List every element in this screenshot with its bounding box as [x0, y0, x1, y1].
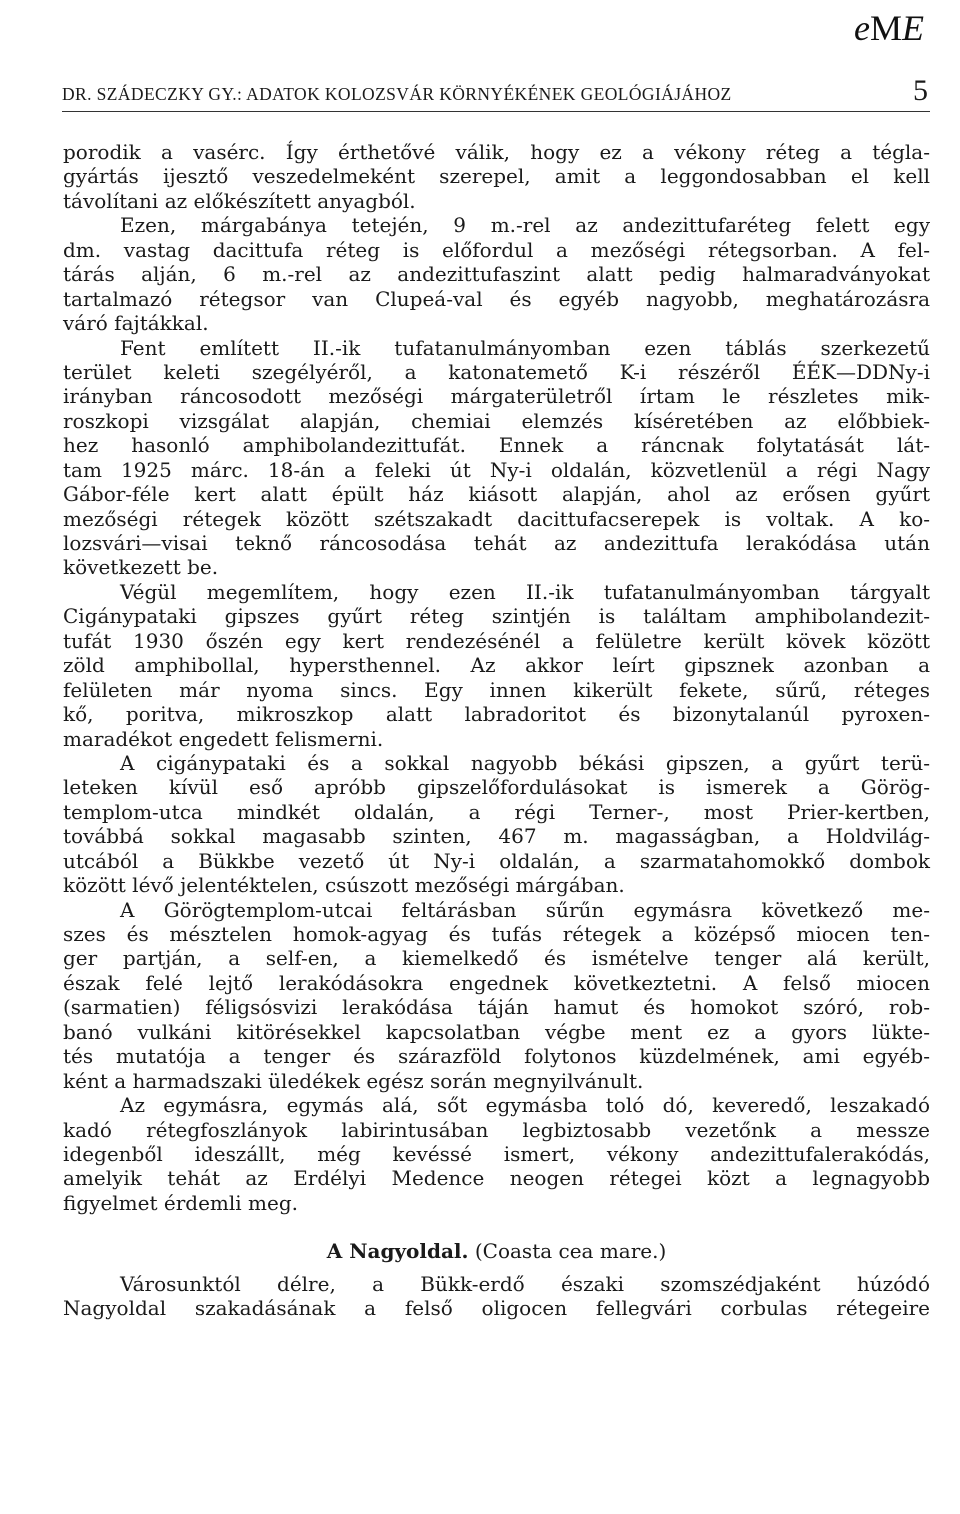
article-body — [63, 140, 930, 1321]
text-line: maradékot engedett felismerni. — [63, 726, 384, 751]
section-subtitle: (Coasta cea mare.) — [468, 1239, 667, 1264]
text-line: A Görögtemplom-utcai feltárásban sűrűn egymásra következő me- — [120, 897, 930, 922]
text-line: roszkopi vizsgálat alapján, chemiai elemzés kíséretében az előbbiek- — [63, 408, 930, 433]
text-line: tufát 1930 őszén egy kert rendezésénél a felületre került kövek között — [63, 628, 930, 653]
text-line: Városunktól délre, a Bükk-erdő északi szomszédjaként húzódó — [120, 1271, 930, 1296]
text-line: dm. vastag dacittufa réteg is előfordul a mezőségi rétegsorban. A fel- — [63, 237, 930, 262]
text-line: Nagyoldal szakadásának a felső oligocen fellegvári corbulas rétegeire — [63, 1296, 930, 1321]
section-gap — [63, 1215, 930, 1239]
text-line: észak felé lejtő lerakódásokra engednek következtetni. A felső miocen — [63, 970, 930, 995]
running-header — [62, 76, 930, 110]
text-line: Cigánypataki gipszes gyűrt réteg szintjén is találtam amphibolandezit- — [63, 604, 930, 629]
text-line: figyelmet érdemli meg. — [63, 1190, 298, 1215]
text-line: ger partján, a self-en, a kiemelkedő és ismételve tenger alá került, — [63, 946, 930, 971]
text-line: Gábor-féle kert alatt épült ház kiásott alapján, ahol az erősen gyűrt — [63, 482, 930, 507]
page-number: 5 — [913, 74, 928, 107]
text-line: Ezen, márgabánya tetején, 9 m.-rel az andezittufaréteg felett egy — [120, 213, 930, 238]
text-line: távolítani az előkészített anyagból. — [63, 188, 416, 213]
text-line: következett be. — [63, 555, 219, 580]
section-heading — [63, 1239, 930, 1263]
text-line: váró fajtákkal. — [63, 311, 209, 336]
text-line: között lévő jelentéktelen, csúszott mezőségi márgában. — [63, 873, 625, 898]
text-line: felületen már nyoma sincs. Egy innen kikerült fekete, sűrű, réteges — [63, 677, 930, 702]
text-line: leteken kívül eső apróbb gipszelőfordulásokat is ismerek a Görög- — [63, 775, 930, 800]
running-title: DR. SZÁDECZKY GY.: ADATOK KOLOZSVÁR KÖRNYÉKÉNEK GEOLÓGIÁJÁHOZ — [62, 84, 732, 104]
text-line: tárás alján, 6 m.-rel az andezittufaszint alatt pedig halmaradványokat — [63, 262, 930, 287]
text-line: gyártás ijesztő veszedelmeként szerepel, amit a leggondosabban el kell — [63, 164, 930, 189]
text-line: banó vulkáni kitörésekkel kapcsolatban végbe ment ez a gyors lükte- — [63, 1019, 930, 1044]
text-line: ként a harmadszaki üledékek egész során megnyilvánult. — [63, 1068, 644, 1093]
text-line: tartalmazó rétegsor van Clupeá-val és egyéb nagyobb, meghatározásra — [63, 286, 930, 311]
text-line: A cigánypataki és a sokkal nagyobb békási gipszen, a gyűrt terü- — [120, 750, 930, 775]
text-line: lozsvári—visai teknő ráncosodása tehát az andezittufa lerakódása után — [63, 531, 930, 555]
text-line: szes és mésztelen homok-agyag és tufás rétegek a középső miocen ten- — [63, 922, 930, 946]
text-line: utcából a Bükkbe vezető út Ny-i oldalán, a szarmatahomokkő dombok — [63, 848, 930, 873]
section-title: A Nagyoldal. — [326, 1239, 469, 1264]
text-line: tam 1925 márc. 18-án a feleki út Ny-i oldalán, közvetlenül a régi Nagy — [63, 457, 930, 482]
header-rule — [62, 111, 930, 112]
text-line: idegenből ideszállt, még kevéssé ismert, vékony andezittufalerakódás, — [63, 1141, 930, 1166]
text-line: kadó rétegfoszlányok labirintusában legbiztosabb vezetőnk a messze — [63, 1117, 930, 1142]
text-line: Fent említett II.-ik tufatanulmányomban ezen táblás szerkezetű — [120, 335, 930, 360]
text-line: zöld amphibollal, hypersthennel. Az akkor leírt gipsznek azonban a — [63, 653, 930, 678]
text-line: irányban ráncosodott mezőségi márgaterületről írtam le részletes mik- — [63, 384, 930, 409]
text-line: amelyik tehát az Erdélyi Medence neogen rétegei közt a legnagyobb — [63, 1166, 930, 1191]
text-line: templom-utca mindkét oldalán, a régi Terner-, most Prier-kertben, — [63, 799, 930, 824]
text-line: terület keleti szegélyéről, a katonatemető K-i részéről ÉÉK—DDNy-i — [63, 359, 930, 384]
text-line: tés mutatója a tenger és szárazföld folytonos küzdelmének, ami egyéb- — [63, 1044, 930, 1069]
text-line: továbbá sokkal magasabb szinten, 467 m. magasságban, a Holdvilág- — [63, 824, 930, 849]
text-line: kő, poritva, mikroszkop alatt labradoritot és bizonytalanúl pyroxen- — [63, 702, 930, 727]
text-line: (sarmatien) féligsósvizi lerakódása táján hamut és homokot szóró, rob- — [63, 995, 930, 1020]
text-line: porodik a vasérc. Így érthetővé válik, hogy ez a vékony réteg a tégla- — [63, 140, 930, 164]
text-line: hez hasonló amphibolandezittufát. Ennek a ráncnak folytatását lát- — [63, 433, 930, 458]
publisher-logo: eME — [854, 8, 924, 48]
text-line: Végül megemlítem, hogy ezen II.-ik tufatanulmányomban tárgyalt — [120, 579, 930, 604]
text-line: Az egymásra, egymás alá, sőt egymásba toló dó, keveredő, leszakadó — [120, 1093, 930, 1118]
text-line: mezőségi rétegek között szétszakadt dacittufacserepek is voltak. A ko- — [63, 506, 930, 531]
